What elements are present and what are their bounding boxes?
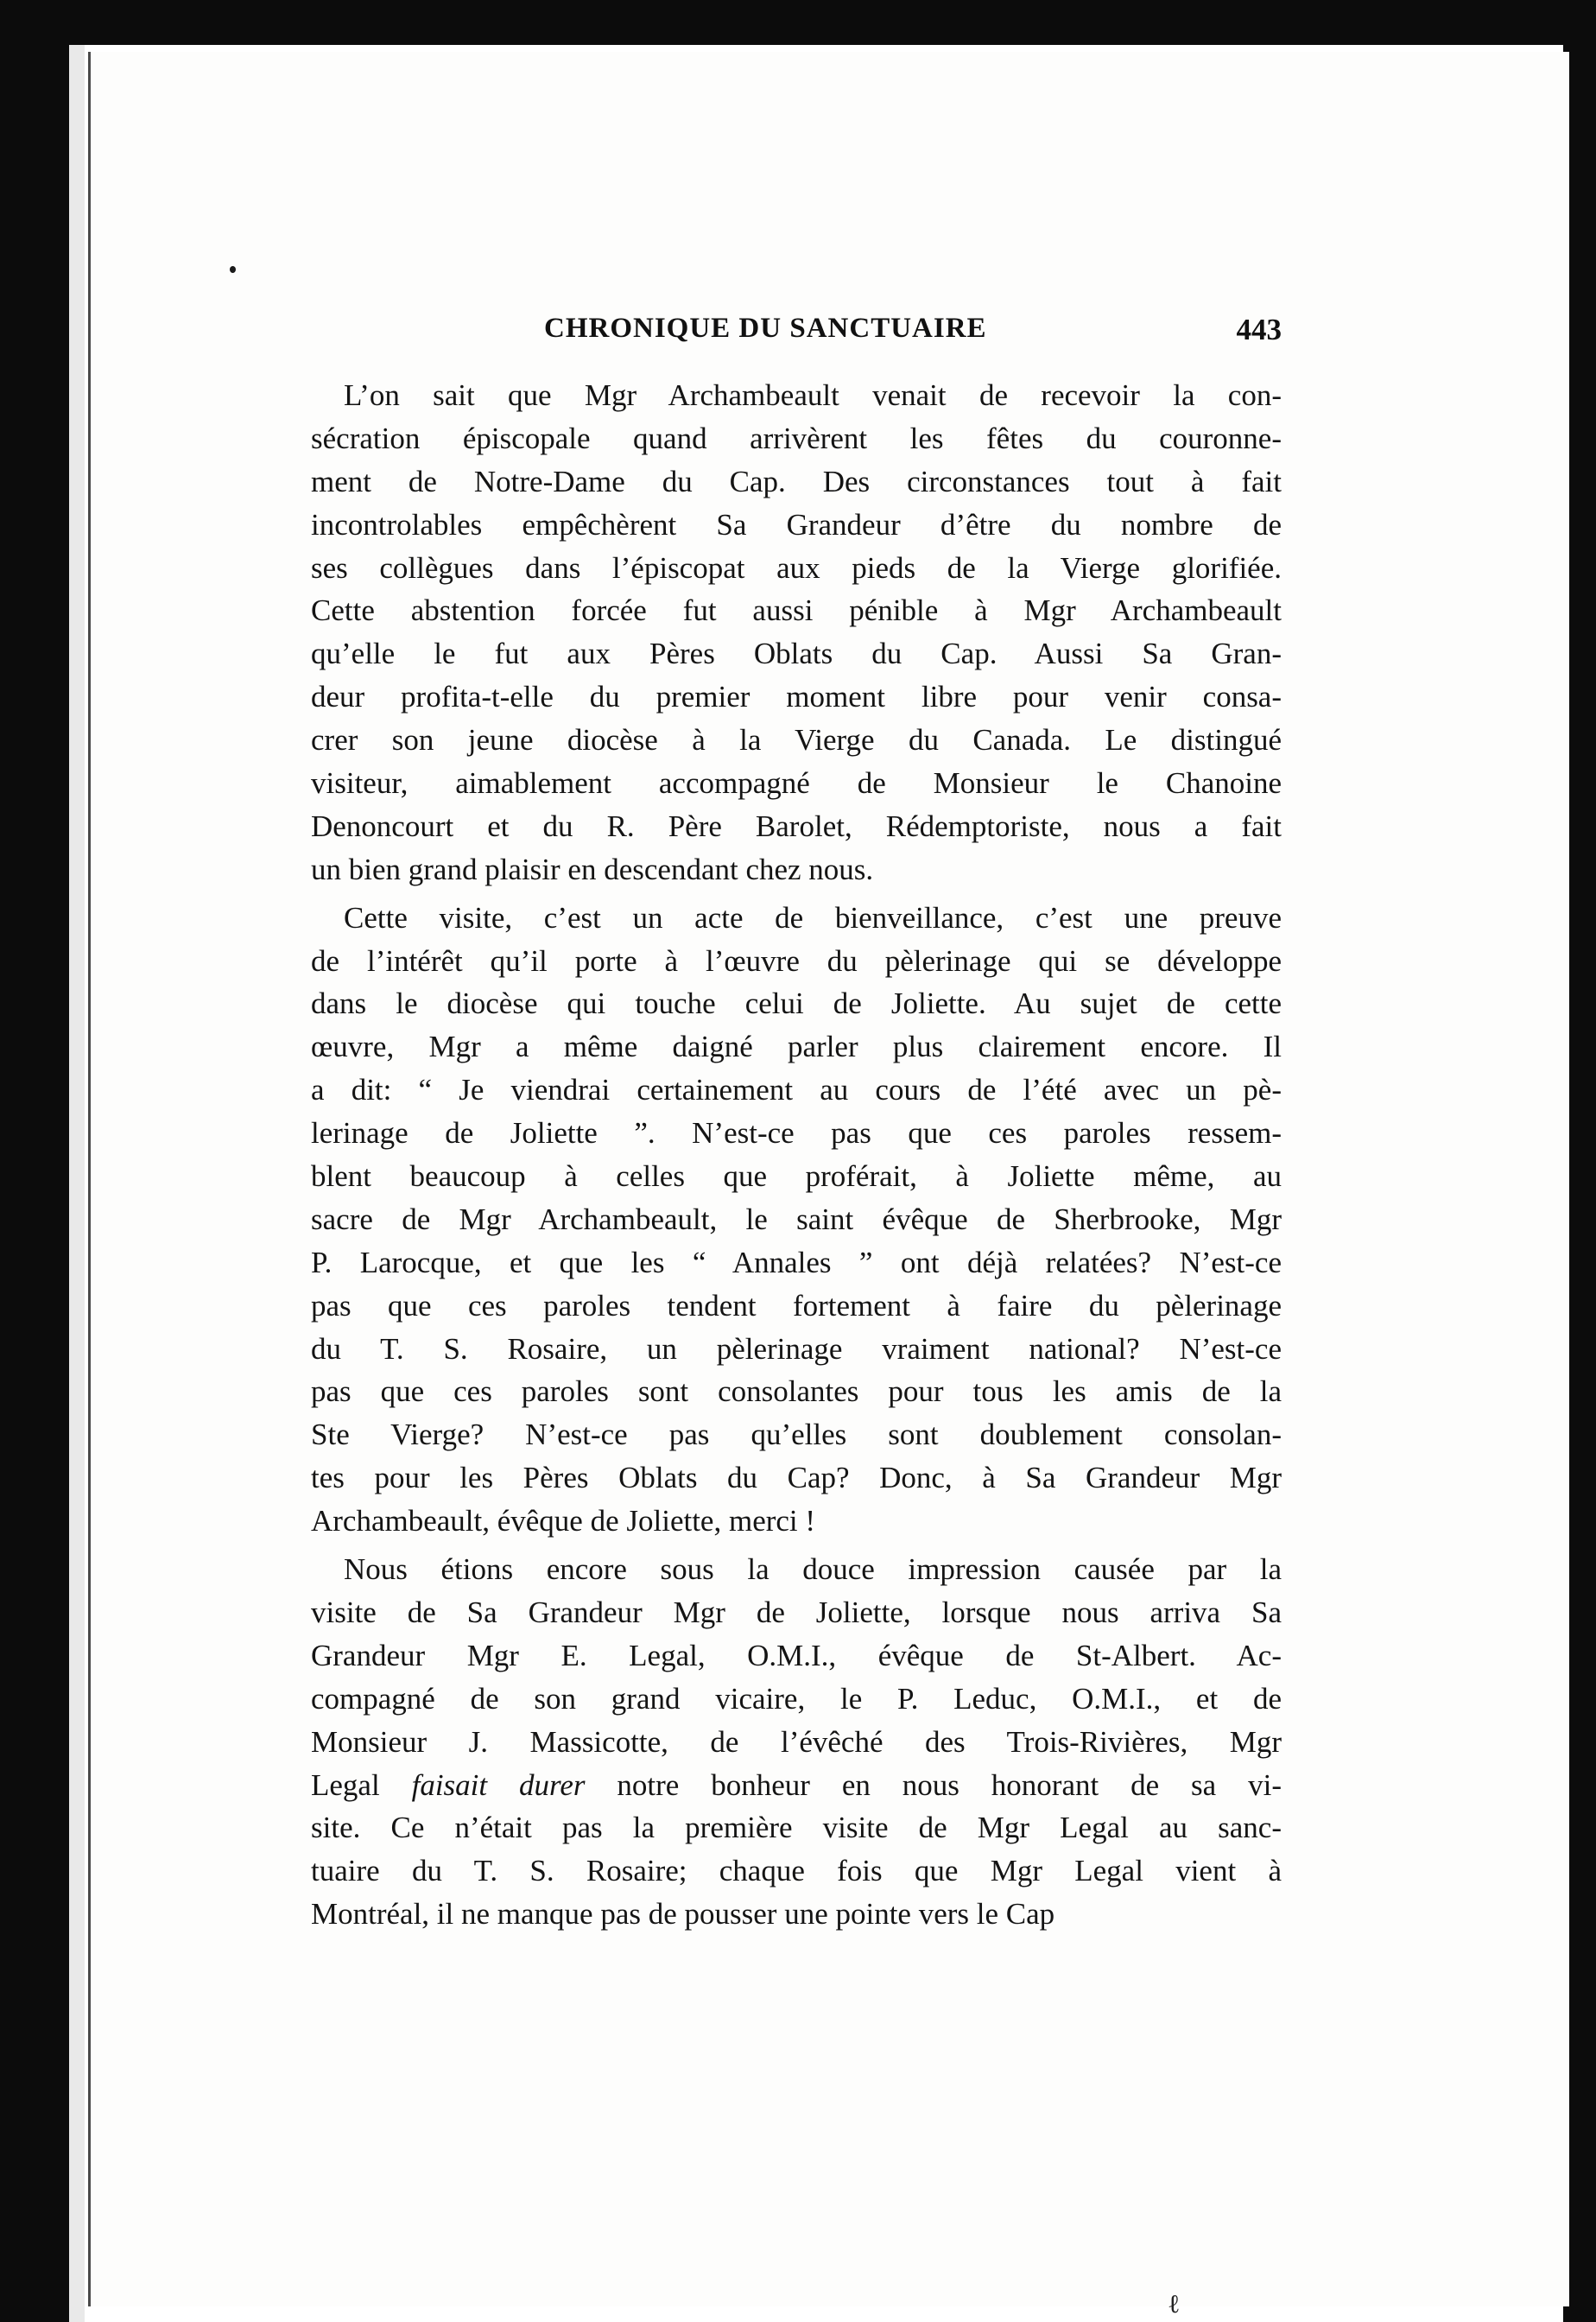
paragraph	[311, 897, 1282, 1543]
text-run: notre bonheur en nous honorant de sa vi-	[585, 1767, 1282, 1802]
text-line: œuvre, Mgr a même daigné parler plus clairement encore. Il	[311, 1030, 1282, 1064]
text-line: Cette visite, c’est un acte de bienveillance, c’est une preuve	[344, 900, 1282, 935]
text-line: deur profita-t-elle du premier moment libre pour venir consa-	[311, 680, 1282, 714]
text-line: sécration épiscopale quand arrivèrent les fêtes du couronne-	[311, 421, 1282, 455]
text-line: visiteur, aimablement accompagné de Monsieur le Chanoine	[311, 766, 1282, 801]
body-text	[311, 374, 1282, 1941]
running-title: CHRONIQUE DU SANCTUAIRE	[544, 313, 987, 344]
text-line: incontrolables empêchèrent Sa Grandeur d’être du nombre de	[311, 507, 1282, 542]
text-line: Nous étions encore sous la douce impression causée par la	[344, 1552, 1282, 1587]
text-line: crer son jeune diocèse à la Vierge du Canada. Le distingué	[311, 723, 1282, 758]
paragraph	[311, 1548, 1282, 1936]
text-line: pas que ces paroles tendent fortement à faire du pèlerinage	[311, 1288, 1282, 1323]
text-line: P. Larocque, et que les “ Annales ” ont déjà relatées? N’est-ce	[311, 1245, 1282, 1279]
text-line: Cette abstention forcée fut aussi pénible à Mgr Archambeault	[311, 593, 1282, 628]
page-bottom-mark: ℓ	[1168, 2289, 1182, 2319]
text-line: Montréal, il ne manque pas de pousser une pointe vers le Cap	[311, 1897, 1055, 1932]
text-line	[311, 1764, 1282, 1807]
scan-border-left	[0, 0, 69, 2322]
text-line: tes pour les Pères Oblats du Cap? Donc, à Sa Grandeur Mgr	[311, 1461, 1282, 1495]
text-line: pas que ces paroles sont consolantes pour tous les amis de la	[311, 1374, 1282, 1409]
text-line: lerinage de Joliette ”. N’est-ce pas que ces paroles ressem-	[311, 1116, 1282, 1151]
text-line: de l’intérêt qu’il porte à l’œuvre du pèlerinage qui se développe	[311, 943, 1282, 978]
text-line: tuaire du T. S. Rosaire; chaque fois que Mgr Legal vient à	[311, 1854, 1282, 1888]
page-header	[311, 313, 1282, 356]
text-line: sacre de Mgr Archambeault, le saint évêque de Sherbrooke, Mgr	[311, 1202, 1282, 1236]
text-line: compagné de son grand vicaire, le P. Leduc, O.M.I., et de	[311, 1681, 1282, 1716]
text-line: Grandeur Mgr E. Legal, O.M.I., évêque de St-Albert. Ac-	[311, 1638, 1282, 1672]
text-line: Monsieur J. Massicotte, de l’évêché des Trois-Rivières, Mgr	[311, 1724, 1282, 1759]
text-line: qu’elle le fut aux Pères Oblats du Cap. Aussi Sa Gran-	[311, 637, 1282, 671]
text-line: Denoncourt et du R. Père Barolet, Rédemptoriste, nous a fait	[311, 809, 1282, 843]
italic-text: faisait durer	[411, 1767, 586, 1802]
book-gutter	[69, 45, 85, 2322]
text-line: ment de Notre-Dame du Cap. Des circonstances tout à fait	[311, 464, 1282, 498]
scan-border-top	[0, 0, 1596, 45]
text-line: blent beaucoup à celles que proférait, à Joliette même, au	[311, 1159, 1282, 1194]
text-line: visite de Sa Grandeur Mgr de Joliette, lorsque nous arriva Sa	[311, 1595, 1282, 1629]
scan-speck	[230, 266, 236, 273]
paragraph	[311, 374, 1282, 891]
text-line: site. Ce n’était pas la première visite de Mgr Legal au sanc-	[311, 1811, 1282, 1845]
text-line: Archambeault, évêque de Joliette, merci !	[311, 1504, 816, 1538]
text-line: ses collègues dans l’épiscopat aux pieds de la Vierge glorifiée.	[311, 550, 1282, 585]
text-line: Ste Vierge? N’est-ce pas qu’elles sont doublement consolan-	[311, 1418, 1282, 1452]
text-line: un bien grand plaisir en descendant chez nous.	[311, 852, 874, 886]
text-line: dans le diocèse qui touche celui de Joliette. Au sujet de cette	[311, 987, 1282, 1021]
text-line: du T. S. Rosaire, un pèlerinage vraiment national? N’est-ce	[311, 1331, 1282, 1366]
text-run: Legal	[311, 1767, 412, 1802]
text-line: L’on sait que Mgr Archambeault venait de recevoir la con-	[344, 378, 1282, 412]
text-line: a dit: “ Je viendrai certainement au cours de l’été avec un pè-	[311, 1073, 1282, 1107]
page-number: 443	[1236, 313, 1282, 346]
